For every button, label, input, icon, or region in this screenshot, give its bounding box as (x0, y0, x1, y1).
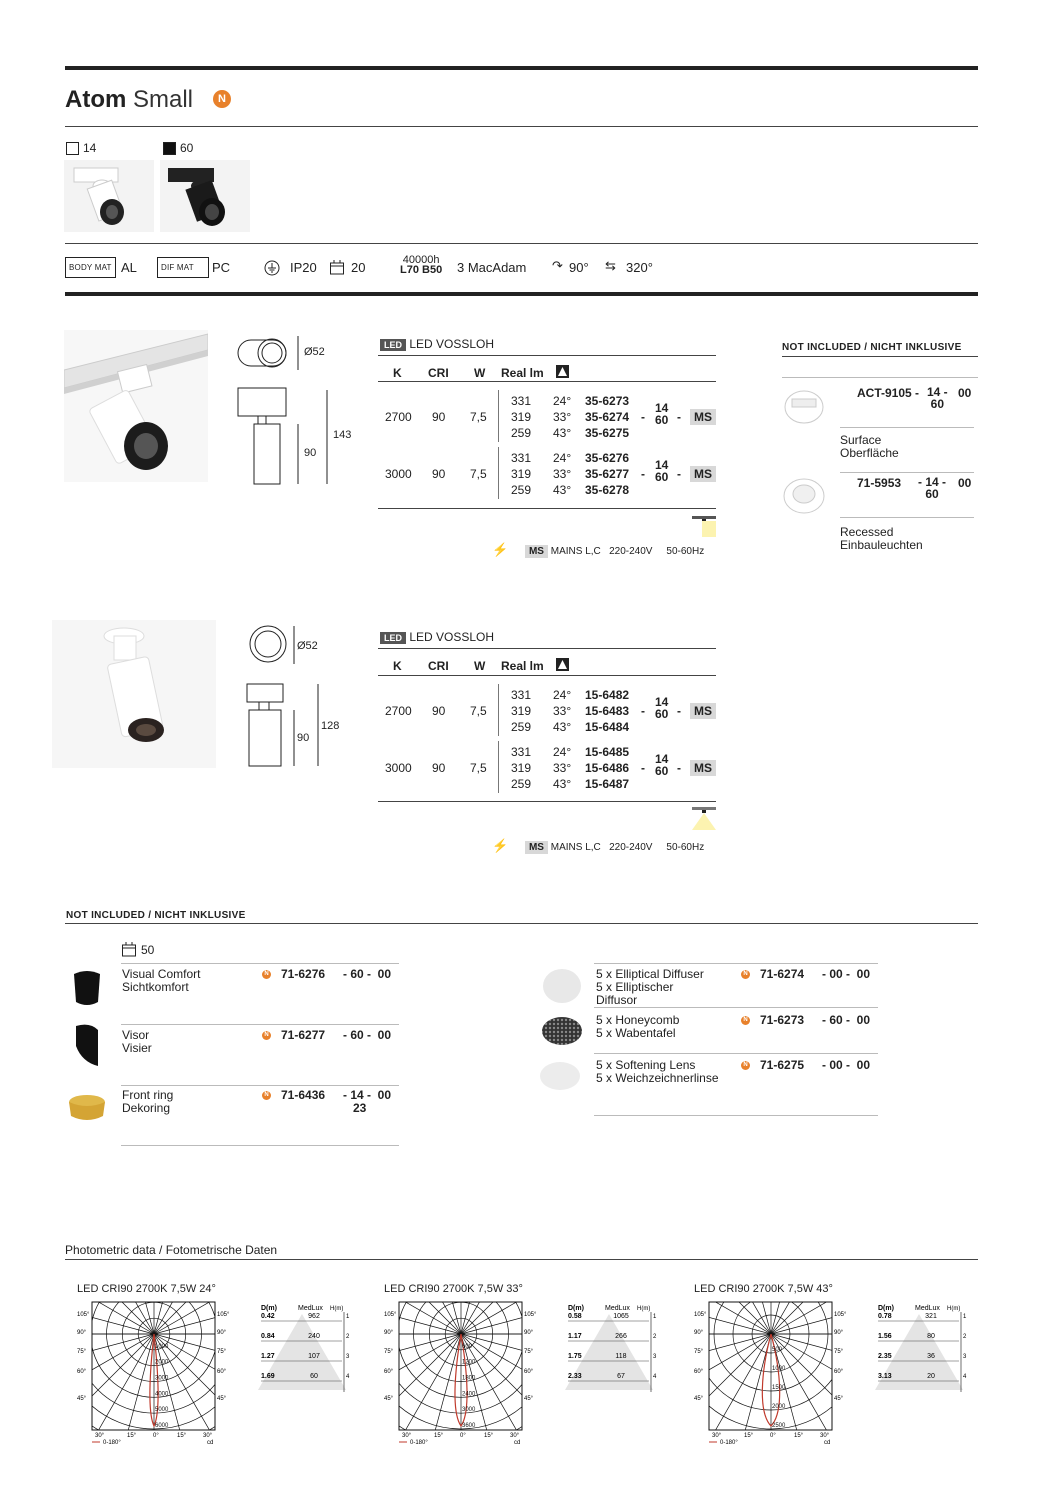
divider (378, 355, 716, 356)
product-thumb-white (64, 160, 154, 232)
top-rule (65, 66, 978, 70)
ms-badge: MS (690, 759, 716, 777)
dif-mat: DIF MAT (157, 257, 209, 278)
legend-label: 0-180° (103, 1440, 121, 1446)
dash: - (641, 410, 645, 424)
illuminance-table (258, 1302, 350, 1394)
beam-angle-icon (556, 365, 569, 378)
angle-label: 0° (770, 1433, 776, 1439)
ip-rating: IP20 (290, 260, 317, 275)
angle-label: 60° (77, 1369, 87, 1375)
divider (840, 427, 974, 428)
tbl-distance: 2.35 (878, 1353, 892, 1360)
angle-label: 105° (77, 1312, 90, 1318)
tbl-height: 4 (346, 1374, 350, 1380)
angle-label: 90° (217, 1330, 227, 1336)
angle-label: 60° (217, 1369, 227, 1375)
angle-label: 90° (77, 1330, 87, 1336)
swatch-white: 14 (66, 141, 96, 155)
dim-diameter: Ø52 (297, 640, 318, 652)
tbl-lux: 107 (308, 1353, 320, 1360)
tbl-lux: 60 (310, 1373, 318, 1380)
angle-label: 45° (384, 1396, 394, 1402)
divider (378, 508, 716, 509)
angle-label: 105° (694, 1312, 707, 1318)
code-list: 35-6276 35-6277 35-6278 (585, 451, 630, 497)
dash: - (641, 467, 645, 481)
mains-row: ⚡ MS MAINS L,C 220-240V 50-60Hz (492, 838, 705, 853)
tbl-lux: 321 (925, 1313, 937, 1320)
tbl-lux: 36 (927, 1353, 935, 1360)
led-source: LED LED VOSSLOH (380, 337, 494, 351)
angle-label: 30° (402, 1433, 412, 1439)
color-codes: 14 60 (655, 458, 669, 484)
box-icon (329, 259, 345, 275)
angle-label: 60° (524, 1369, 534, 1375)
ms-badge: MS (690, 465, 716, 483)
pack-qty: 20 (351, 260, 366, 275)
spot-light-icon (690, 806, 718, 832)
ring-label: 4000 (155, 1391, 169, 1398)
angle-label: 105° (524, 1312, 537, 1318)
tbl-height: 1 (653, 1314, 657, 1320)
divider (840, 517, 974, 518)
tbl-distance: 1.56 (878, 1333, 892, 1340)
divider (594, 1115, 878, 1116)
tbl-height: 3 (346, 1354, 350, 1360)
spec-row (65, 254, 978, 281)
divider (594, 963, 878, 964)
angle-label: 105° (834, 1312, 847, 1318)
angle-label: 45° (694, 1396, 704, 1402)
group-w: 7,5 (470, 467, 487, 481)
acc-visual-comfort: Visual Comfort Sichtkomfort (122, 967, 201, 994)
front-ring-image (66, 1090, 108, 1126)
tbl-distance: 1.27 (261, 1353, 275, 1360)
earth-ground-icon (264, 260, 280, 276)
angle-label: 60° (834, 1369, 844, 1375)
tbl-lux: 118 (615, 1353, 627, 1360)
surface-code: ACT-9105 - (857, 386, 920, 400)
tbl-distance: 2.33 (568, 1373, 582, 1380)
divider (121, 963, 399, 964)
tbl-distance: 0.78 (878, 1313, 892, 1320)
beam-angle-icon (556, 658, 569, 671)
color-codes: 14 60 (655, 695, 669, 721)
tbl-distance: 0.58 (568, 1313, 582, 1320)
dash: - (677, 761, 681, 775)
angle-label: 75° (834, 1349, 844, 1355)
group-w: 7,5 (470, 761, 487, 775)
acc-suffix2: 23 (353, 1101, 367, 1115)
divider (121, 1024, 399, 1025)
group-cri: 90 (432, 467, 446, 481)
ring-label: 3600 (462, 1423, 476, 1429)
divider (498, 447, 499, 499)
acc-suffix: - 00 - 00 (822, 967, 871, 981)
divider (65, 923, 978, 924)
tbl-height: 3 (653, 1354, 657, 1360)
angle-label: 15° (744, 1433, 754, 1439)
visor-image (70, 1022, 104, 1070)
angle-label: 30° (203, 1433, 213, 1439)
surface-suffix: 00 (958, 386, 972, 400)
divider (498, 684, 499, 736)
divider (782, 356, 978, 357)
acc-suffix: - 60 - 00 (343, 967, 392, 981)
acc-honeycomb: 5 x Honeycomb 5 x Wabentafel (596, 1013, 680, 1040)
divider (378, 675, 716, 676)
new-badge-icon: N (262, 1031, 271, 1040)
tbl-height: 2 (653, 1334, 657, 1340)
tbl-distance: 0.42 (261, 1313, 275, 1320)
macadam: 3 MacAdam (457, 260, 527, 275)
acc-code: 71-6277 (281, 1028, 326, 1042)
tbl-header: MedLux (298, 1305, 323, 1312)
accessories-title: NOT INCLUDED / NICHT INKLUSIVE (66, 910, 246, 921)
mains-row: ⚡ MS MAINS L,C 220-240V 50-60Hz (492, 542, 705, 557)
angle-label: 45° (217, 1396, 227, 1402)
angle-label: 30° (712, 1433, 722, 1439)
color-codes: 14 60 (655, 752, 669, 778)
ring-label: 6000 (155, 1423, 169, 1429)
product1-image (64, 330, 208, 482)
acc-code: 71-6273 (760, 1013, 805, 1027)
tbl-lux: 20 (927, 1373, 935, 1380)
acc-suffix: - 00 - 00 (822, 1058, 871, 1072)
angle-label: 60° (384, 1369, 394, 1375)
swatch-black: 60 (163, 141, 193, 155)
white-square-icon (66, 142, 79, 155)
body-mat: BODY MAT (65, 257, 116, 278)
photometric-chart-label: LED CRI90 2700K 7,5W 33° (384, 1283, 523, 1295)
divider (121, 1085, 399, 1086)
product2-dimensions (243, 622, 343, 772)
ring-label: 1000 (772, 1366, 786, 1372)
angle-label: 0° (153, 1433, 159, 1439)
dash: - (641, 704, 645, 718)
lm-list: 331 319 259 (511, 688, 532, 734)
col-w: W (474, 366, 486, 380)
new-badge-icon: N (262, 970, 271, 979)
recessed-suffix: 00 (958, 476, 972, 490)
tbl-height: 1 (963, 1314, 967, 1320)
tbl-lux: 67 (617, 1373, 625, 1380)
surface-adapter-image (782, 385, 826, 425)
acc-visor: Visor Visier (122, 1028, 152, 1055)
surface-label: Surface Oberfläche (840, 433, 899, 460)
tbl-header: D(m) (261, 1305, 277, 1312)
col-k: K (393, 366, 402, 380)
angle-label: 15° (484, 1433, 494, 1439)
new-badge-icon: N (741, 1061, 750, 1070)
product-thumb-black (160, 160, 250, 232)
surface-colors: 14 - 60 (927, 385, 948, 411)
divider (65, 243, 978, 244)
acc-code: 71-6276 (281, 967, 326, 981)
ring-label: 2500 (772, 1423, 786, 1429)
ring-label: 600 (462, 1343, 473, 1350)
deg-list: 24° 33° 43° (553, 688, 572, 734)
new-badge-icon: N (741, 970, 750, 979)
angle-label: 105° (217, 1312, 230, 1318)
acc-code: 71-6274 (760, 967, 805, 981)
legend-label: 0-180° (410, 1440, 428, 1446)
group-k: 3000 (385, 467, 412, 481)
angle-label: 0° (460, 1433, 466, 1439)
tbl-distance: 1.75 (568, 1353, 582, 1360)
product1-dimensions (232, 330, 362, 490)
dif-mat-value: PC (212, 260, 231, 275)
title-bold: Atom (65, 86, 127, 113)
acc-front-ring: Front ring Dekoring (122, 1088, 174, 1115)
dash: - (677, 704, 681, 718)
tbl-header: D(m) (878, 1305, 894, 1312)
acc-suffix: - 60 - 00 (822, 1013, 871, 1027)
col-lm: Real lm (501, 366, 544, 380)
ring-label: 1500 (772, 1385, 786, 1391)
ring-label: 2000 (155, 1359, 169, 1366)
tbl-lux: 962 (308, 1313, 320, 1320)
group-cri: 90 (432, 704, 446, 718)
group-cri: 90 (432, 410, 446, 424)
deg-list: 24° 33° 43° (553, 451, 572, 497)
tbl-height: 3 (963, 1354, 967, 1360)
group-k: 2700 (385, 410, 412, 424)
group-cri: 90 (432, 761, 446, 775)
illuminance-table (565, 1302, 657, 1394)
photometric-chart-label: LED CRI90 2700K 7,5W 24° (77, 1283, 216, 1295)
divider (498, 741, 499, 793)
angle-label: 90° (524, 1330, 534, 1336)
tbl-distance: 3.13 (878, 1373, 892, 1380)
divider (840, 472, 974, 473)
plug-icon: ⚡ (492, 838, 509, 853)
angle-label: 45° (834, 1396, 844, 1402)
unit-label: cd (514, 1440, 521, 1446)
angle-label: 15° (794, 1433, 804, 1439)
angle-label: 15° (434, 1433, 444, 1439)
dash: - (641, 761, 645, 775)
tbl-header: MedLux (605, 1305, 630, 1312)
ring-label: 2000 (772, 1404, 786, 1410)
track-light-icon (690, 514, 718, 538)
divider (65, 1259, 978, 1260)
visual-comfort-image (70, 966, 104, 1010)
recessed-label: Recessed Einbauleuchten (840, 525, 923, 552)
title-light: Small (133, 86, 194, 113)
lm-list: 331 319 259 (511, 394, 532, 440)
dim-body: 90 (304, 447, 317, 459)
new-badge-icon: N (213, 90, 231, 108)
tbl-height: 4 (653, 1374, 657, 1380)
unit-label: cd (824, 1440, 831, 1446)
tbl-header: D(m) (568, 1305, 584, 1312)
divider (65, 126, 978, 127)
angle-label: 15° (177, 1433, 187, 1439)
dim-total: 143 (333, 429, 352, 441)
divider (121, 1145, 399, 1146)
ring-label: 5000 (155, 1407, 169, 1414)
section-rule (65, 292, 978, 296)
dim-total: 128 (321, 720, 340, 732)
tbl-height: 2 (346, 1334, 350, 1340)
tbl-height: 1 (346, 1314, 350, 1320)
col-k: K (393, 659, 402, 673)
angle-label: 30° (510, 1433, 520, 1439)
tbl-header: H(m) (947, 1306, 961, 1312)
elliptical-diffuser-image (540, 966, 584, 1006)
ring-label: 1000 (155, 1343, 169, 1350)
ring-label: 3000 (462, 1407, 476, 1414)
unit-label: cd (207, 1440, 214, 1446)
deg-list: 24° 33° 43° (553, 394, 572, 440)
dash: - (677, 410, 681, 424)
ring-label: 1200 (462, 1359, 476, 1366)
not-included-title: NOT INCLUDED / NICHT INKLUSIVE (782, 342, 962, 353)
angle-label: 75° (217, 1349, 227, 1355)
tbl-distance: 1.69 (261, 1373, 275, 1380)
tbl-header: H(m) (637, 1306, 651, 1312)
tbl-lux: 266 (615, 1333, 627, 1340)
acc-suffix: - 14 - 00 (343, 1088, 392, 1102)
divider (594, 1007, 878, 1008)
deg-list: 24° 33° 43° (553, 745, 572, 791)
group-w: 7,5 (470, 704, 487, 718)
tbl-distance: 0.84 (261, 1333, 275, 1340)
recessed-adapter-image (782, 476, 826, 516)
angle-label: 75° (524, 1349, 534, 1355)
rotate-icon: ⇆ (605, 258, 616, 273)
photometric-title: Photometric data / Fotometrische Daten (65, 1243, 278, 1257)
led-source: LED LED VOSSLOH (380, 630, 494, 644)
code-list: 15-6482 15-6483 15-6484 (585, 688, 630, 734)
divider (498, 390, 499, 442)
angle-label: 90° (834, 1330, 844, 1336)
divider (782, 377, 978, 378)
box-icon (121, 941, 137, 957)
acc-suffix: - 60 - 00 (343, 1028, 392, 1042)
tbl-height: 4 (963, 1374, 967, 1380)
lifetime: 40000h L70 B50 (400, 254, 443, 276)
angle-label: 45° (524, 1396, 534, 1402)
angle-label: 75° (77, 1349, 87, 1355)
lm-list: 331 319 259 (511, 451, 532, 497)
dim-diameter: Ø52 (304, 346, 325, 358)
ring-label: 1800 (462, 1375, 476, 1382)
col-lm: Real lm (501, 659, 544, 673)
group-k: 3000 (385, 761, 412, 775)
col-cri: CRI (428, 659, 449, 673)
new-badge-icon: N (741, 1016, 750, 1025)
angle-label: 60° (694, 1369, 704, 1375)
col-cri: CRI (428, 366, 449, 380)
ring-label: 500 (772, 1347, 783, 1353)
divider (378, 801, 716, 802)
product2-image (52, 620, 216, 768)
tbl-lux: 80 (927, 1333, 935, 1340)
recessed-colors: - 14 - 60 (918, 475, 947, 501)
acc-code: 71-6436 (281, 1088, 326, 1102)
angle-label: 90° (694, 1330, 704, 1336)
softening-lens-image (538, 1060, 582, 1092)
new-badge-icon: N (262, 1091, 271, 1100)
acc-pack: 50 (141, 943, 155, 957)
code-list: 15-6485 15-6486 15-6487 (585, 745, 630, 791)
angle-label: 75° (694, 1349, 704, 1355)
black-square-icon (163, 142, 176, 155)
angle-label: 90° (384, 1330, 394, 1336)
photometric-chart-label: LED CRI90 2700K 7,5W 43° (694, 1283, 833, 1295)
tbl-header: H(m) (330, 1306, 344, 1312)
col-w: W (474, 659, 486, 673)
group-k: 2700 (385, 704, 412, 718)
angle-label: 30° (820, 1433, 830, 1439)
illuminance-table (875, 1302, 967, 1394)
tbl-height: 2 (963, 1334, 967, 1340)
recessed-code: 71-5953 (857, 476, 902, 490)
divider (378, 648, 716, 649)
angle-label: 15° (127, 1433, 137, 1439)
ms-badge: MS (690, 702, 716, 720)
tbl-lux: 240 (308, 1333, 320, 1340)
angle-label: 30° (95, 1433, 105, 1439)
ring-label: 2400 (462, 1391, 476, 1398)
code-list: 35-6273 35-6274 35-6275 (585, 394, 630, 440)
page-title (65, 86, 193, 114)
dash: - (677, 467, 681, 481)
ms-badge: MS (690, 408, 716, 426)
rotate-value: 320° (626, 260, 653, 275)
acc-softening: 5 x Softening Lens 5 x Weichzeichnerlinse (596, 1058, 719, 1085)
angle-label: 45° (77, 1396, 87, 1402)
tbl-distance: 1.17 (568, 1333, 582, 1340)
body-mat-value: AL (121, 260, 137, 275)
plug-icon: ⚡ (492, 542, 509, 557)
ring-label: 3000 (155, 1375, 169, 1382)
color-codes: 14 60 (655, 401, 669, 427)
angle-label: 75° (384, 1349, 394, 1355)
divider (594, 1053, 878, 1054)
angle-label: 105° (384, 1312, 397, 1318)
dim-body: 90 (297, 732, 310, 744)
lm-list: 331 319 259 (511, 745, 532, 791)
tbl-header: MedLux (915, 1305, 940, 1312)
tbl-lux: 1065 (613, 1313, 629, 1320)
divider (378, 381, 716, 382)
group-w: 7,5 (470, 410, 487, 424)
acc-elliptical: 5 x Elliptical Diffuser 5 x Elliptischer Diffusor (596, 967, 704, 1007)
legend-label: 0-180° (720, 1440, 738, 1446)
honeycomb-image (540, 1014, 584, 1048)
acc-code: 71-6275 (760, 1058, 805, 1072)
tilt-icon: ↷ (552, 258, 563, 273)
tilt-value: 90° (569, 260, 589, 275)
